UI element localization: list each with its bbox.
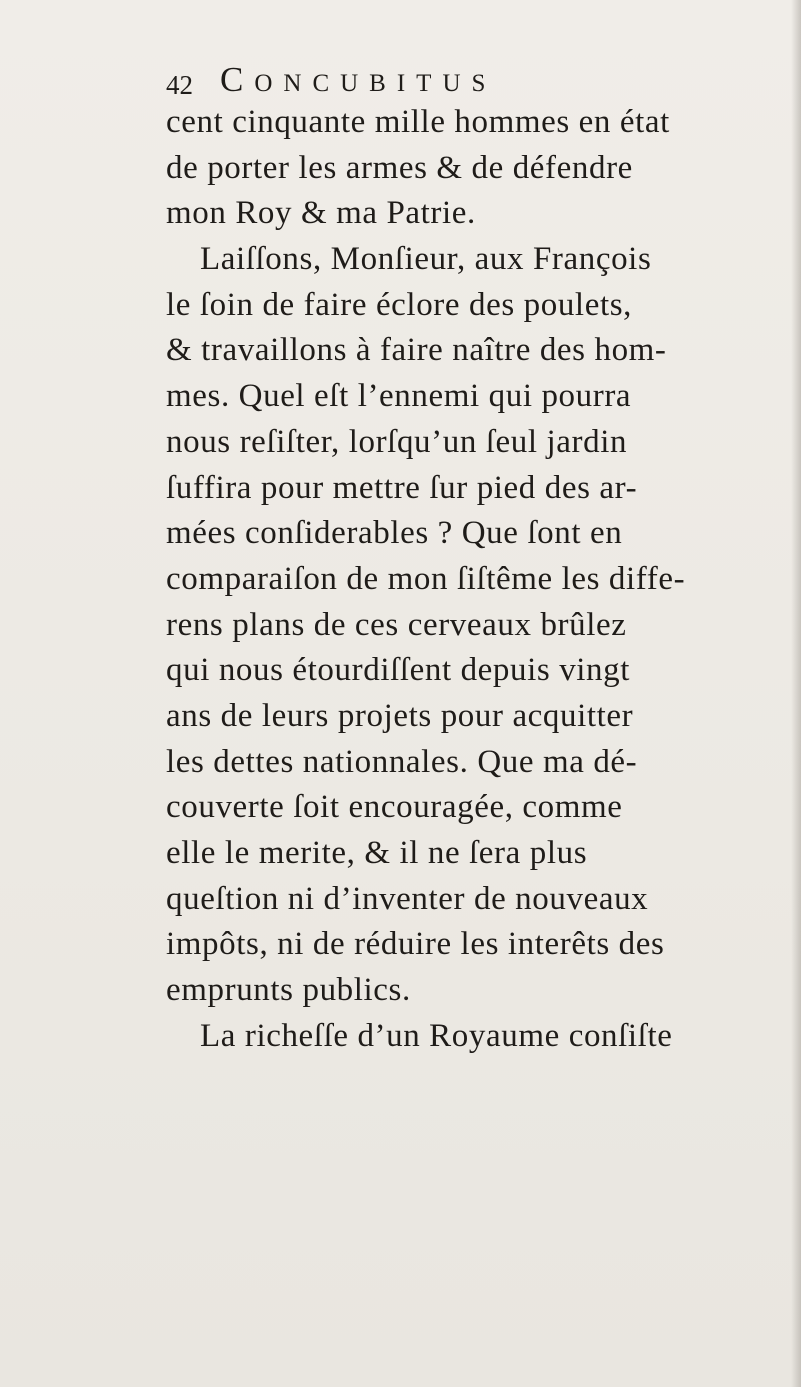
text-line: le ſoin de faire éclore des poulets, [166, 286, 633, 323]
text-line: ans de leurs projets pour acquitter [166, 697, 634, 734]
text-line: mées conſiderables ? Que ſont en [166, 515, 623, 552]
text-line: elle le merite, & il ne ſera plus [166, 835, 588, 871]
page-edge-shadow [791, 0, 801, 1387]
body-text [166, 100, 786, 1059]
text-line: comparaiſon de mon ſiſtême les diffe- [166, 560, 686, 597]
page-number: 42 [166, 70, 193, 100]
text-line: mon Roy & ma Patrie. [166, 195, 476, 232]
text-line: cent cinquante mille hommes en état [166, 104, 670, 140]
text-line: mes. Quel eſt l’ennemi qui pourra [166, 378, 632, 415]
text-line: impôts, ni de réduire les interêts des [166, 926, 665, 963]
paragraph-start-line: Laiſſons, Monſieur, aux François [200, 241, 652, 278]
text-line: emprunts publics. [166, 972, 411, 1009]
text-line: couverte ſoit encouragée, comme [166, 789, 623, 826]
text-line: & travaillons à faire naître des hom- [166, 332, 667, 369]
text-line: ſuffira pour mettre ſur pied des ar- [166, 469, 638, 506]
text-line: qui nous étourdiſſent depuis vingt [166, 652, 631, 689]
text-line: rens plans de ces cerveaux brûlez [166, 606, 627, 643]
text-line: de porter les armes & de défendre [166, 149, 633, 186]
text-line: queſtion ni d’inventer de nouveaux [166, 880, 649, 917]
text-line: les dettes nationnales. Que ma dé- [166, 743, 638, 780]
paragraph-start-line: La richeſſe d’un Royaume conſiſte [200, 1017, 673, 1054]
running-head: Concubitus [220, 60, 497, 99]
text-line: nous reſiſter, lorſqu’un ſeul jardin [166, 423, 628, 460]
